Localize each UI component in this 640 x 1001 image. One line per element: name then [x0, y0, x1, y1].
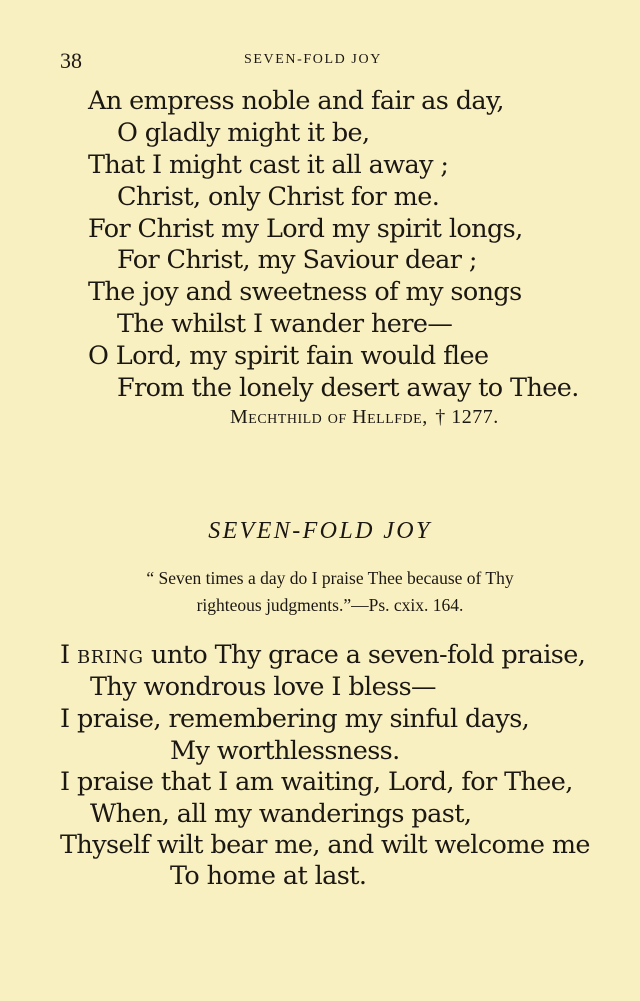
poem-line: That I might cast it all away ; [88, 150, 449, 180]
attribution-author: Mechthild of Hellfde, [230, 406, 428, 428]
poem-line: Christ, only Christ for me. [117, 182, 440, 212]
dagger-symbol: † [435, 406, 446, 428]
poem-line: For Christ, my Saviour dear ; [117, 245, 477, 275]
poem-title: SEVEN-FOLD JOY [208, 518, 432, 544]
poem-line: For Christ my Lord my spirit longs, [88, 214, 523, 244]
poem-line: I praise that I am waiting, Lord, for Thee, [60, 767, 573, 797]
epigraph-line: righteous judgments.”—Ps. cxix. 164. [196, 595, 464, 615]
poem-line: O Lord, my spirit fain would flee [88, 341, 489, 371]
poem-line: Thyself wilt bear me, and wilt welcome me [60, 830, 590, 860]
poem-first-line [60, 640, 585, 670]
poem-line: O gladly might it be, [117, 118, 370, 148]
poem-line: I praise, remembering my sinful days, [60, 704, 530, 734]
poem-line: My worthlessness. [170, 736, 400, 766]
first-line-initial: I [60, 640, 70, 670]
poem-line: The whilst I wander here— [117, 309, 453, 339]
page-header [0, 44, 640, 74]
attribution-year: 1277. [451, 406, 499, 428]
poem-line: The joy and sweetness of my songs [88, 277, 522, 307]
running-head: SEVEN-FOLD JOY [244, 52, 382, 67]
poem-attribution [230, 406, 499, 429]
epigraph-line: “ Seven times a day do I praise Thee because of Thy [146, 568, 514, 588]
poem-line: When, all my wanderings past, [90, 799, 472, 829]
first-line-smallcaps: bring [77, 640, 144, 670]
poem-line: To home at last. [170, 861, 367, 891]
poem-epigraph [40, 565, 620, 619]
page-number: 38 [60, 48, 82, 73]
poem-line: An empress noble and fair as day, [88, 86, 504, 116]
first-line-rest: unto Thy grace a seven-fold praise, [151, 640, 586, 670]
poem-line: From the lonely desert away to Thee. [117, 373, 579, 403]
poem-line: Thy wondrous love I bless— [90, 672, 436, 702]
